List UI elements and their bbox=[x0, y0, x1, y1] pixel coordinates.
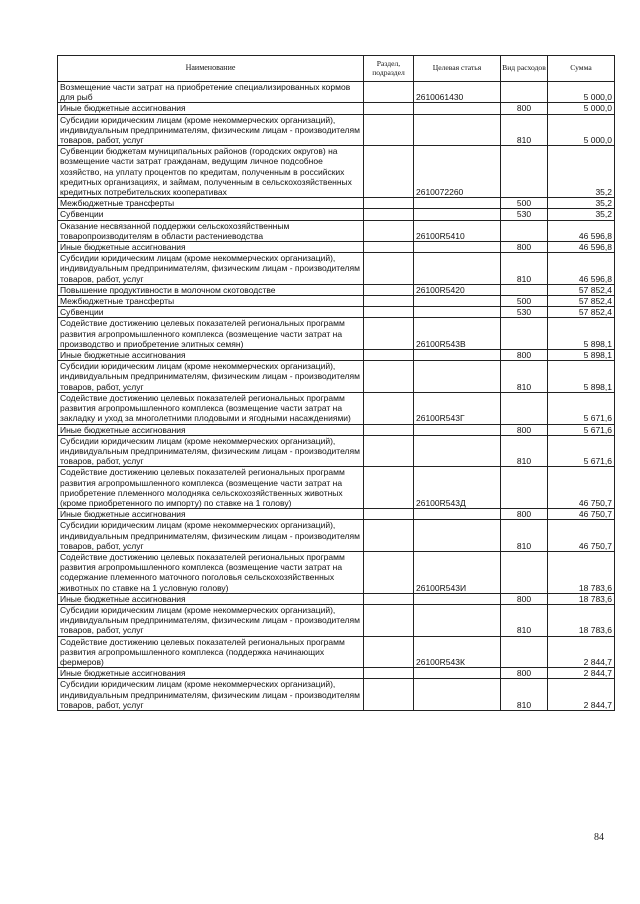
cell-section bbox=[364, 604, 414, 636]
cell-target bbox=[414, 242, 501, 253]
cell-section bbox=[364, 82, 414, 103]
cell-name: Повышение продуктивности в молочном скотоводстве bbox=[58, 284, 364, 295]
cell-type: 810 bbox=[501, 604, 548, 636]
cell-target bbox=[414, 435, 501, 467]
cell-section bbox=[364, 679, 414, 711]
table-body bbox=[58, 82, 615, 711]
cell-sum: 46 596,8 bbox=[548, 253, 615, 285]
cell-section bbox=[364, 520, 414, 552]
table-row bbox=[58, 350, 615, 361]
cell-section bbox=[364, 103, 414, 114]
table-row bbox=[58, 296, 615, 307]
cell-type: 800 bbox=[501, 593, 548, 604]
table-row bbox=[58, 593, 615, 604]
table-row bbox=[58, 467, 615, 509]
cell-target bbox=[414, 103, 501, 114]
cell-name: Иные бюджетные ассигнования bbox=[58, 242, 364, 253]
cell-name: Иные бюджетные ассигнования bbox=[58, 509, 364, 520]
cell-name: Субвенции bbox=[58, 209, 364, 220]
cell-target bbox=[414, 296, 501, 307]
cell-sum: 18 783,6 bbox=[548, 551, 615, 593]
table-row bbox=[58, 146, 615, 198]
cell-section bbox=[364, 467, 414, 509]
cell-type bbox=[501, 146, 548, 198]
header-type: Вид расходов bbox=[501, 56, 548, 82]
cell-sum: 2 844,7 bbox=[548, 668, 615, 679]
header-name: Наименование bbox=[58, 56, 364, 82]
cell-name: Иные бюджетные ассигнования bbox=[58, 350, 364, 361]
cell-section bbox=[364, 318, 414, 350]
cell-section bbox=[364, 593, 414, 604]
cell-section bbox=[364, 296, 414, 307]
cell-sum: 35,2 bbox=[548, 209, 615, 220]
header-section: Раздел, подраздел bbox=[364, 56, 414, 82]
cell-section bbox=[364, 392, 414, 424]
cell-type: 810 bbox=[501, 435, 548, 467]
cell-type: 800 bbox=[501, 668, 548, 679]
cell-target: 26100R543Г bbox=[414, 392, 501, 424]
cell-name: Межбюджетные трансферты bbox=[58, 296, 364, 307]
table-row bbox=[58, 253, 615, 285]
cell-name: Иные бюджетные ассигнования bbox=[58, 103, 364, 114]
cell-type: 810 bbox=[501, 361, 548, 393]
cell-type bbox=[501, 392, 548, 424]
table-row bbox=[58, 82, 615, 103]
table-row bbox=[58, 318, 615, 350]
cell-section bbox=[364, 350, 414, 361]
cell-type: 500 bbox=[501, 198, 548, 209]
cell-target: 26100R543К bbox=[414, 636, 501, 668]
cell-target bbox=[414, 604, 501, 636]
cell-section bbox=[364, 668, 414, 679]
table-row bbox=[58, 435, 615, 467]
cell-name: Возмещение части затрат на приобретение специализированных кормов для рыб bbox=[58, 82, 364, 103]
table-row bbox=[58, 679, 615, 711]
cell-target: 2610072260 bbox=[414, 146, 501, 198]
cell-section bbox=[364, 198, 414, 209]
cell-name: Субсидии юридическим лицам (кроме некоммерческих организаций), индивидуальным предпринимателям, физическим лицам - производителям товаров, работ, услуг bbox=[58, 520, 364, 552]
table-row bbox=[58, 392, 615, 424]
cell-section bbox=[364, 551, 414, 593]
page-number: 84 bbox=[594, 832, 604, 843]
cell-sum: 2 844,7 bbox=[548, 636, 615, 668]
cell-target bbox=[414, 593, 501, 604]
cell-name: Субсидии юридическим лицам (кроме некоммерческих организаций), индивидуальным предпринимателям, физическим лицам - производителям товаров, работ, услуг bbox=[58, 435, 364, 467]
cell-sum: 46 750,7 bbox=[548, 520, 615, 552]
cell-target bbox=[414, 307, 501, 318]
cell-name: Иные бюджетные ассигнования bbox=[58, 668, 364, 679]
table-row bbox=[58, 284, 615, 295]
cell-section bbox=[364, 209, 414, 220]
cell-type: 800 bbox=[501, 103, 548, 114]
cell-target bbox=[414, 668, 501, 679]
cell-target bbox=[414, 253, 501, 285]
table-row bbox=[58, 361, 615, 393]
cell-type: 810 bbox=[501, 253, 548, 285]
cell-name: Межбюджетные трансферты bbox=[58, 198, 364, 209]
cell-target: 26100R543Д bbox=[414, 467, 501, 509]
cell-target bbox=[414, 350, 501, 361]
cell-name: Субсидии юридическим лицам (кроме некоммерческих организаций), индивидуальным предпринимателям, физическим лицам - производителям товаров, работ, услуг bbox=[58, 114, 364, 146]
cell-section bbox=[364, 284, 414, 295]
cell-type: 810 bbox=[501, 114, 548, 146]
cell-sum: 5 000,0 bbox=[548, 114, 615, 146]
cell-sum: 46 596,8 bbox=[548, 220, 615, 241]
table-row bbox=[58, 509, 615, 520]
cell-target bbox=[414, 424, 501, 435]
cell-type: 530 bbox=[501, 307, 548, 318]
table-row bbox=[58, 114, 615, 146]
table-row bbox=[58, 198, 615, 209]
cell-name: Содействие достижению целевых показателей региональных программ развития агропромышленного комплекса (возмещение части затрат на производство и приобретение элитных семян) bbox=[58, 318, 364, 350]
table-row bbox=[58, 520, 615, 552]
cell-target: 2610061430 bbox=[414, 82, 501, 103]
cell-section bbox=[364, 361, 414, 393]
table-row bbox=[58, 668, 615, 679]
cell-name: Субвенции bbox=[58, 307, 364, 318]
document-page bbox=[57, 55, 614, 711]
cell-section bbox=[364, 424, 414, 435]
cell-section bbox=[364, 114, 414, 146]
cell-name: Иные бюджетные ассигнования bbox=[58, 593, 364, 604]
cell-sum: 46 596,8 bbox=[548, 242, 615, 253]
cell-type: 530 bbox=[501, 209, 548, 220]
cell-sum: 5 000,0 bbox=[548, 103, 615, 114]
budget-table bbox=[57, 55, 615, 711]
cell-target: 26100R5410 bbox=[414, 220, 501, 241]
cell-sum: 5 898,1 bbox=[548, 318, 615, 350]
cell-sum: 35,2 bbox=[548, 198, 615, 209]
cell-type bbox=[501, 318, 548, 350]
table-row bbox=[58, 551, 615, 593]
cell-section bbox=[364, 146, 414, 198]
cell-sum: 18 783,6 bbox=[548, 593, 615, 604]
cell-sum: 5 000,0 bbox=[548, 82, 615, 103]
cell-type bbox=[501, 82, 548, 103]
cell-type: 500 bbox=[501, 296, 548, 307]
cell-type: 800 bbox=[501, 242, 548, 253]
cell-sum: 5 671,6 bbox=[548, 392, 615, 424]
cell-type: 800 bbox=[501, 424, 548, 435]
cell-target: 26100R543И bbox=[414, 551, 501, 593]
cell-name: Субвенции бюджетам муниципальных районов (городских округов) на возмещение части затрат гражданам, ведущим личное подсобное хозяйство, на уплату процентов по кредитам, полученным в российских кредитных организациях, и займам, полученным в сельскохозяйственных кредитных потребительских кооперативах bbox=[58, 146, 364, 198]
cell-sum: 5 671,6 bbox=[548, 435, 615, 467]
cell-section bbox=[364, 242, 414, 253]
cell-sum: 18 783,6 bbox=[548, 604, 615, 636]
cell-sum: 5 671,6 bbox=[548, 424, 615, 435]
cell-name: Содействие достижению целевых показателей региональных программ развития агропромышленного комплекса (возмещение части затрат на содержание племенного маточного поголовья сельскохозяйственных животных по ставке на 1 условную голову) bbox=[58, 551, 364, 593]
cell-target bbox=[414, 679, 501, 711]
cell-type: 810 bbox=[501, 520, 548, 552]
cell-section bbox=[364, 509, 414, 520]
cell-target: 26100R543В bbox=[414, 318, 501, 350]
cell-name: Субсидии юридическим лицам (кроме некоммерческих организаций), индивидуальным предпринимателям, физическим лицам - производителям товаров, работ, услуг bbox=[58, 361, 364, 393]
cell-name: Субсидии юридическим лицам (кроме некоммерческих организаций), индивидуальным предпринимателям, физическим лицам - производителям товаров, работ, услуг bbox=[58, 253, 364, 285]
cell-type: 800 bbox=[501, 350, 548, 361]
table-row bbox=[58, 209, 615, 220]
cell-type: 810 bbox=[501, 679, 548, 711]
table-row bbox=[58, 220, 615, 241]
table-row bbox=[58, 307, 615, 318]
cell-target bbox=[414, 198, 501, 209]
cell-section bbox=[364, 253, 414, 285]
cell-sum: 5 898,1 bbox=[548, 361, 615, 393]
cell-name: Содействие достижению целевых показателей региональных программ развития агропромышленного комплекса (возмещение части затрат на закладку и уход за многолетними плодовыми и ягодными насаждениями) bbox=[58, 392, 364, 424]
cell-sum: 2 844,7 bbox=[548, 679, 615, 711]
cell-sum: 46 750,7 bbox=[548, 509, 615, 520]
cell-sum: 57 852,4 bbox=[548, 296, 615, 307]
cell-target bbox=[414, 209, 501, 220]
cell-name: Субсидии юридическим лицам (кроме некоммерческих организаций), индивидуальным предпринимателям, физическим лицам - производителям товаров, работ, услуг bbox=[58, 604, 364, 636]
cell-target: 26100R5420 bbox=[414, 284, 501, 295]
table-row bbox=[58, 636, 615, 668]
cell-sum: 57 852,4 bbox=[548, 284, 615, 295]
cell-target bbox=[414, 520, 501, 552]
header-sum: Сумма bbox=[548, 56, 615, 82]
cell-target bbox=[414, 361, 501, 393]
cell-name: Содействие достижению целевых показателей региональных программ развития агропромышленного комплекса (возмещение части затрат на приобретение племенного молодняка сельскохозяйственных животных (кроме приобретенного по импорту) по ставке на 1 голову) bbox=[58, 467, 364, 509]
cell-name: Иные бюджетные ассигнования bbox=[58, 424, 364, 435]
cell-target bbox=[414, 509, 501, 520]
table-header-row bbox=[58, 56, 615, 82]
cell-section bbox=[364, 220, 414, 241]
table-row bbox=[58, 103, 615, 114]
cell-sum: 35,2 bbox=[548, 146, 615, 198]
cell-type bbox=[501, 636, 548, 668]
cell-section bbox=[364, 307, 414, 318]
table-row bbox=[58, 604, 615, 636]
cell-target bbox=[414, 114, 501, 146]
cell-sum: 5 898,1 bbox=[548, 350, 615, 361]
cell-section bbox=[364, 435, 414, 467]
cell-name: Оказание несвязанной поддержки сельскохозяйственным товаропроизводителям в области растениеводства bbox=[58, 220, 364, 241]
cell-sum: 46 750,7 bbox=[548, 467, 615, 509]
cell-sum: 57 852,4 bbox=[548, 307, 615, 318]
table-row bbox=[58, 242, 615, 253]
table-row bbox=[58, 424, 615, 435]
cell-section bbox=[364, 636, 414, 668]
cell-type bbox=[501, 220, 548, 241]
header-target: Целевая статья bbox=[414, 56, 501, 82]
cell-type bbox=[501, 284, 548, 295]
cell-type: 800 bbox=[501, 509, 548, 520]
cell-type bbox=[501, 467, 548, 509]
cell-name: Содействие достижению целевых показателей региональных программ развития агропромышленного комплекса (поддержка начинающих фермеров) bbox=[58, 636, 364, 668]
cell-name: Субсидии юридическим лицам (кроме некоммерческих организаций), индивидуальным предпринимателям, физическим лицам - производителям товаров, работ, услуг bbox=[58, 679, 364, 711]
cell-type bbox=[501, 551, 548, 593]
